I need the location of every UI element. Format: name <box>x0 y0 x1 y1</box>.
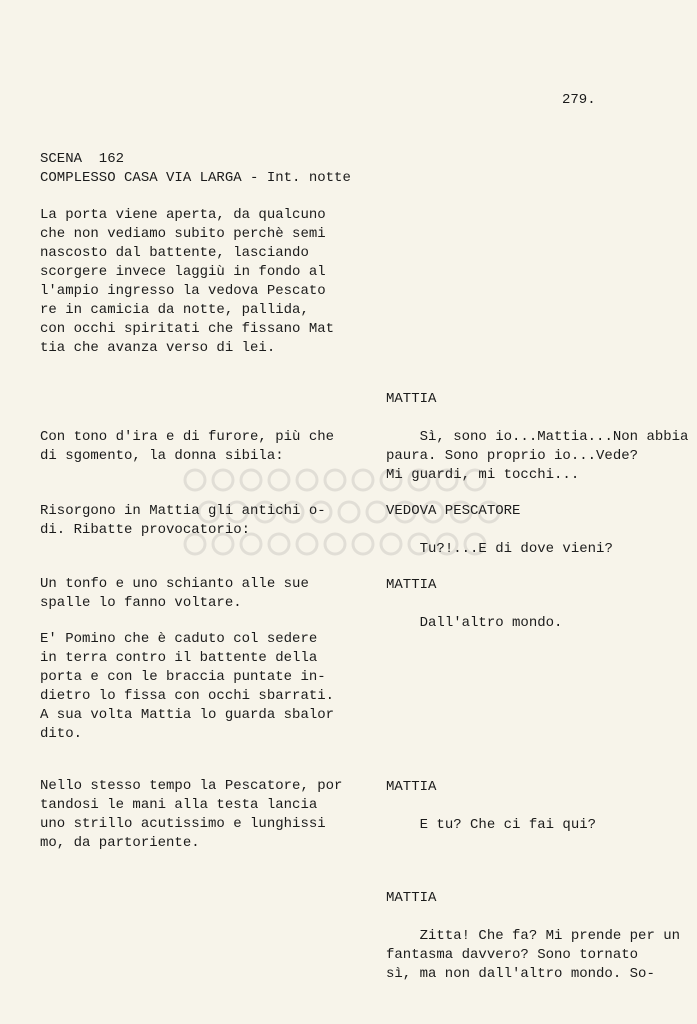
scene-number: SCENA 162 <box>40 151 125 167</box>
dialogue-block <box>386 851 691 1003</box>
action-paragraph-4: Un tonfo e uno schianto alle sue spalle lo fanno voltare. <box>40 576 309 611</box>
action-paragraph-6: Nello stesso tempo la Pescatore, por tandosi le mani alla testa lancia uno strillo acutissimo e lunghissi mo, da partoriente. <box>40 778 343 851</box>
dialogue-line: Zitta! Che fa? Mi prende per un fantasma davvero? Sono tornato sì, ma non dall'altro mondo. So- <box>386 928 681 982</box>
dialogue-line: E tu? Che ci fai qui? <box>419 817 597 833</box>
speaker-name: MATTIA <box>386 890 437 906</box>
scene-location: COMPLESSO CASA VIA LARGA - Int. notte <box>40 170 351 186</box>
speaker-name: MATTIA <box>386 577 437 593</box>
dialogue-line: Sì, sono io...Mattia...Non abbia paura. Sono proprio io...Vede? Mi guardi, mi tocchi... <box>386 429 689 483</box>
archive-stamp-watermark <box>175 455 510 570</box>
speaker-name: MATTIA <box>386 779 437 795</box>
dialogue-block <box>386 740 691 854</box>
action-paragraph-5: E' Pomino che è caduto col sedere in terra contro il battente della porta e con le braccia puntate in- dietro lo fissa con occhi sbarrati. A sua volta Mattia lo guarda sbalor dito. <box>40 631 335 742</box>
page-number: 279. <box>562 92 596 108</box>
action-paragraph-2: Con tono d'ira e di furore, più che di sgomento, la donna sibila: <box>40 429 335 464</box>
speaker-name: VEDOVA PESCATORE <box>386 503 521 519</box>
dialogue-line: Dall'altro mondo. <box>419 615 563 631</box>
speaker-name: MATTIA <box>386 391 437 407</box>
dialogue-line: Tu?!...E di dove vieni? <box>419 541 613 557</box>
action-paragraph-3: Risorgono in Mattia gli antichi o- di. Ribatte provocatorio: <box>40 503 326 538</box>
action-paragraph-1: La porta viene aperta, da qualcuno che non vediamo subito perchè semi nascosto dal battente, lasciando scorgere invece laggiù in fondo al l'ampio ingresso la vedova Pescato re in camicia da notte, pallida, con occhi spiritati che fissano Mat tia che avanza verso di lei. <box>40 207 335 356</box>
